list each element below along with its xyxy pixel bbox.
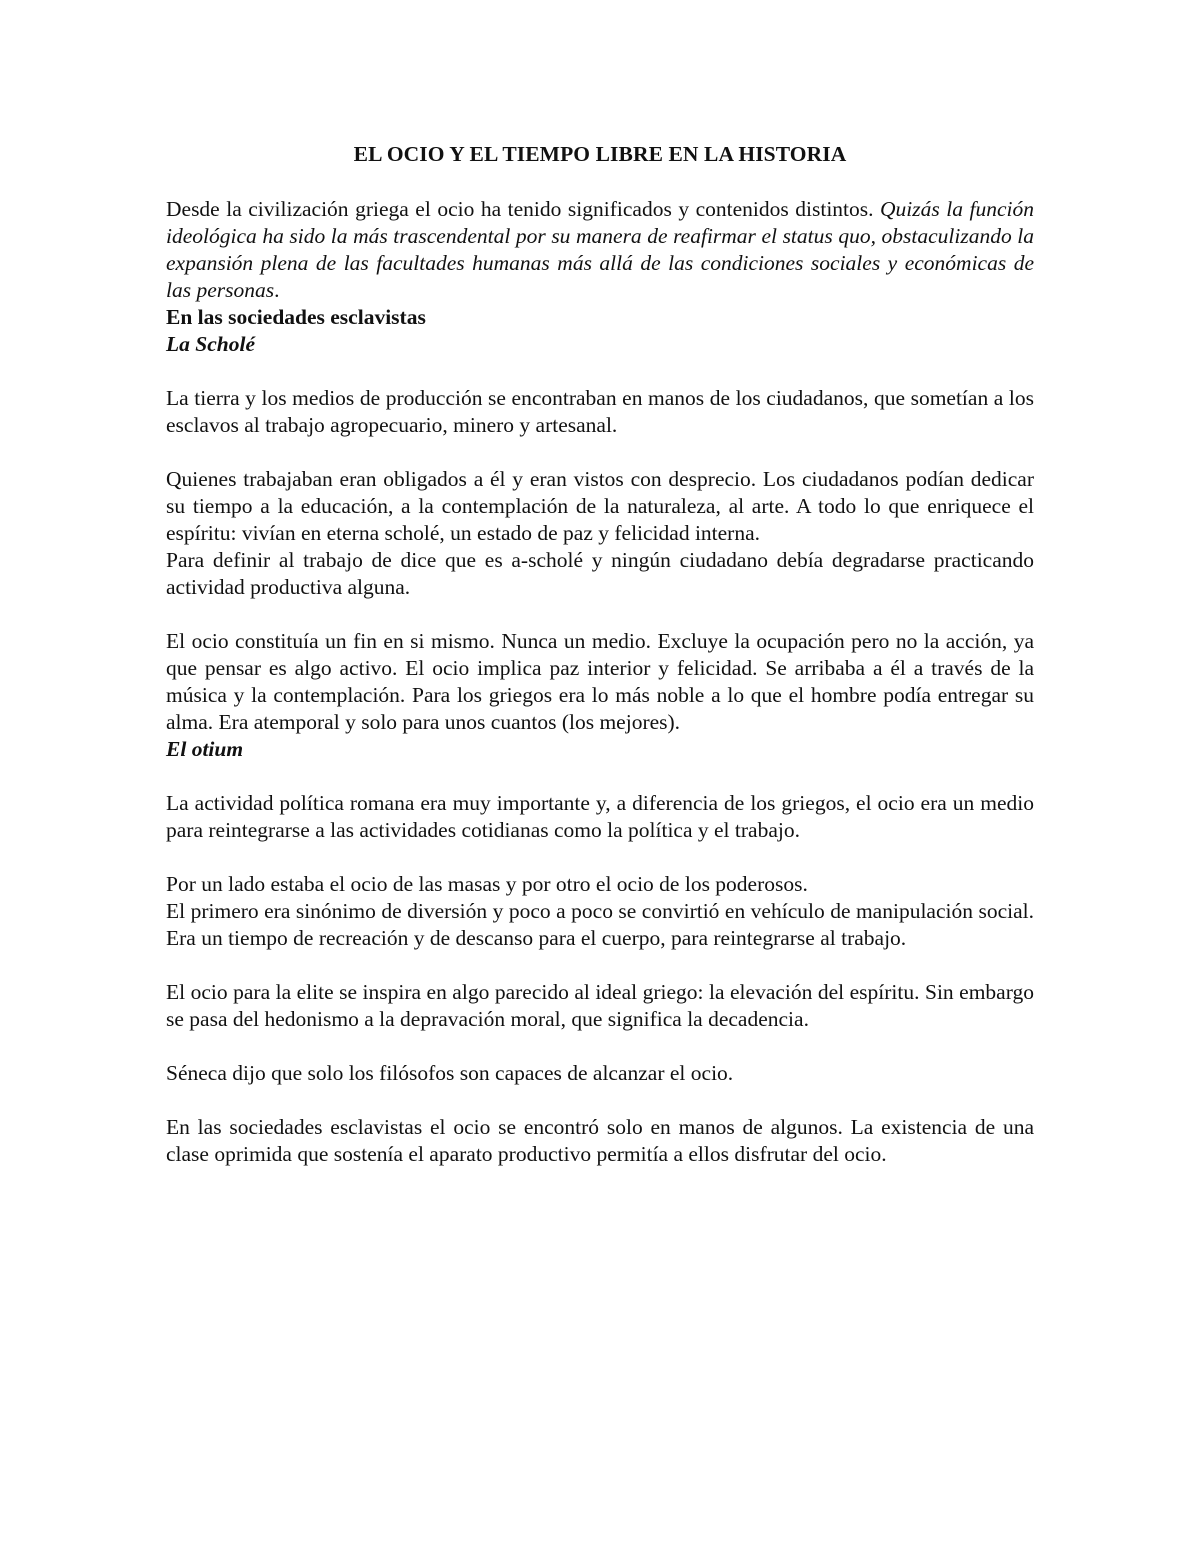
schole-paragraph-4: El ocio constituía un fin en si mismo. Nunca un medio. Excluye la ocupación pero no la acción, ya que pensar es algo activo. El ocio implica paz interior y felicidad. Se arribaba a él a través de la música y la contemplación. Para los griegos era lo más noble a lo que el hombre podía entregar su alma. Era atemporal y solo para unos cuantos (los mejores).	[166, 629, 1034, 734]
otium-paragraph-1: La actividad política romana era muy importante y, a diferencia de los griegos, el ocio era un medio para reintegrarse a las actividades cotidianas como la política y el trabajo.	[166, 791, 1034, 842]
schole-paragraph-3: Para definir al trabajo de dice que es a-scholé y ningún ciudadano debía degradarse practicando actividad productiva alguna.	[166, 548, 1034, 599]
otium-paragraph-6: En las sociedades esclavistas el ocio se encontró solo en manos de algunos. La existencia de una clase oprimida que sostenía el aparato productivo permitía a ellos disfrutar del ocio.	[166, 1115, 1034, 1166]
document-page	[166, 138, 1034, 1168]
intro-paragraph	[166, 196, 1034, 304]
schole-heading: La Scholé	[166, 332, 255, 356]
document-title: EL OCIO Y EL TIEMPO LIBRE EN LA HISTORIA	[353, 142, 847, 166]
section-heading: En las sociedades esclavistas	[166, 305, 426, 329]
otium-paragraph-4: El ocio para la elite se inspira en algo parecido al ideal griego: la elevación del espíritu. Sin embargo se pasa del hedonismo a la depravación moral, que significa la decadencia.	[166, 980, 1034, 1031]
otium-paragraph-3: El primero era sinónimo de diversión y poco a poco se convirtió en vehículo de manipulación social. Era un tiempo de recreación y de descanso para el cuerpo, para reintegrarse al trabajo.	[166, 899, 1034, 950]
intro-italic-text: Quizás la función ideológica ha sido la más trascendental por su manera de reafirmar el status quo, obstaculizando la expansión plena de las facultades humanas más allá de las condiciones sociales y económicas de las personas	[166, 197, 1034, 302]
schole-paragraph-2: Quienes trabajaban eran obligados a él y eran vistos con desprecio. Los ciudadanos podían dedicar su tiempo a la educación, a la contemplación de la naturaleza, al arte. A todo lo que enriquece el espíritu: vivían en eterna scholé, un estado de paz y felicidad interna.	[166, 467, 1034, 545]
schole-paragraph-1: La tierra y los medios de producción se encontraban en manos de los ciudadanos, que sometían a los esclavos al trabajo agropecuario, minero y artesanal.	[166, 386, 1034, 437]
otium-paragraph-5: Séneca dijo que solo los filósofos son capaces de alcanzar el ocio.	[166, 1061, 734, 1085]
otium-heading: El otium	[166, 737, 244, 761]
intro-text: Desde la civilización griega el ocio ha tenido significados y contenidos distintos.	[166, 197, 881, 221]
otium-paragraph-2: Por un lado estaba el ocio de las masas y por otro el ocio de los poderosos.	[166, 872, 808, 896]
intro-end: .	[274, 278, 280, 302]
